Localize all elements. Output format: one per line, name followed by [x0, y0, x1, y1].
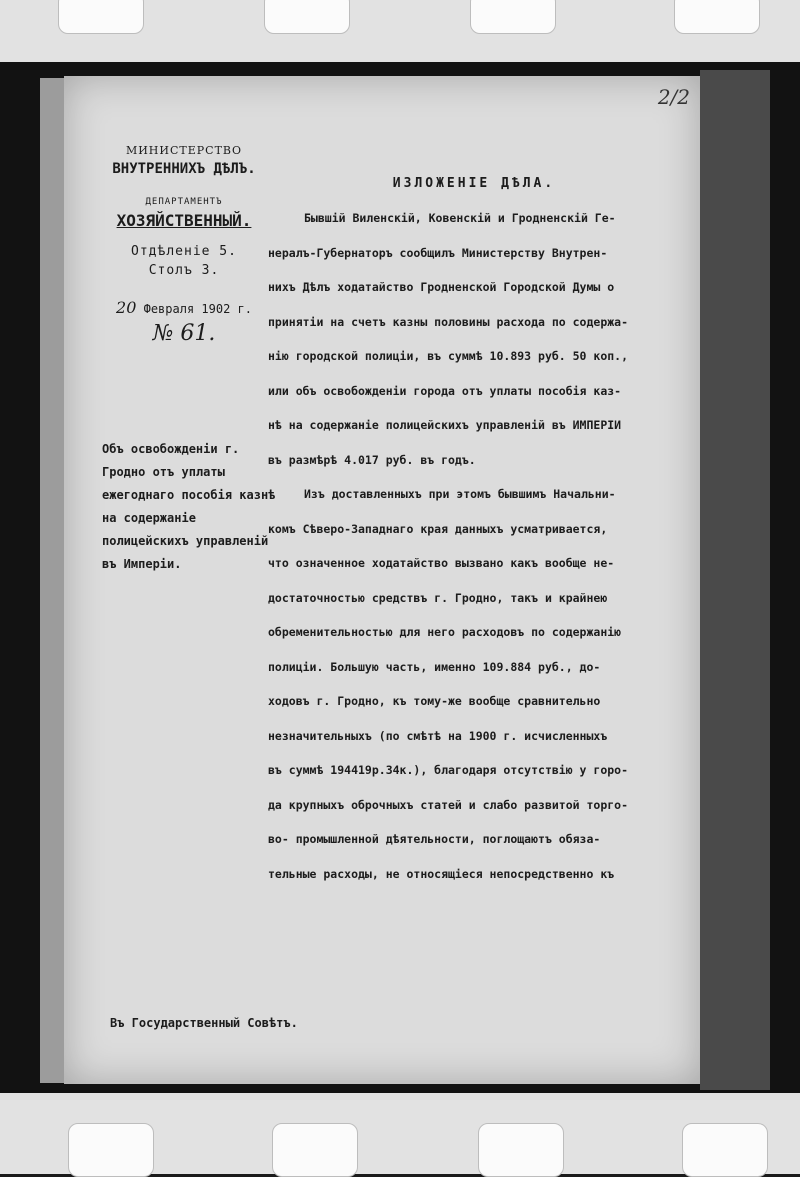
document-page: [64, 76, 700, 1084]
body-line: ходовъ г. Гродно, къ тому-же вообще сравнительно: [268, 694, 601, 708]
body-line: во- промышленной дѣятельности, поглощаютъ обяза-: [268, 832, 601, 846]
sprocket-hole: [264, 0, 350, 34]
body-line: принятіи на счетъ казны половины расхода по содержа-: [268, 314, 629, 329]
sprocket-hole: [470, 0, 556, 34]
page-edge-right: [700, 70, 770, 1090]
film-strip-bottom: [0, 1093, 800, 1174]
body-line: нералъ-Губернаторъ сообщилъ Министерству Внутрен-: [268, 245, 608, 260]
statement-heading: ИЗЛОЖЕНІЕ ДѢЛА.: [392, 176, 556, 191]
department-label: ДЕПАРТАМЕНТЪ: [145, 197, 223, 207]
folio-number: 2/2: [657, 85, 690, 109]
document-number: № 61.: [152, 321, 216, 346]
body-line: нѣ на содержаніе полицейскихъ управленій въ ИМПЕРІИ: [268, 418, 622, 432]
sprocket-hole: [674, 0, 760, 34]
body-line: да крупныхъ оброчныхъ статей и слабо развитой торго-: [268, 797, 629, 812]
document-date: [84, 298, 284, 317]
date-month-year: Февраля 1902 г.: [143, 302, 252, 316]
body-line: въ суммѣ 194419р.34к.), благодаря отсутствію у горо-: [268, 763, 629, 777]
body-line: тельные расходы, не относящіеся непосредственно къ: [268, 866, 615, 881]
film-strip-top: [0, 0, 800, 62]
sprocket-hole: [478, 1123, 564, 1177]
letterhead: [84, 144, 284, 346]
ministry-label: МИНИСТЕРСТВО: [125, 144, 243, 157]
addressee: Въ Государственный Совѣтъ.: [110, 1016, 298, 1030]
body-line: незначительныхъ (по смѣтѣ на 1900 г. исчисленныхъ: [268, 728, 608, 743]
body-line: полиціи. Большую часть, именно 109.884 руб., до-: [268, 659, 601, 674]
ministry-name: ВНУТРЕННИХЪ ДѢЛЪ.: [112, 161, 256, 177]
body-line: достаточностью средствъ г. Гродно, такъ и крайнею: [268, 590, 608, 605]
sprocket-hole: [58, 0, 144, 34]
body-line: или объ освобожденіи города отъ уплаты пособія каз-: [268, 383, 622, 398]
body-line: нію городской полиціи, въ суммѣ 10.893 руб. 50 коп.,: [268, 349, 629, 363]
date-day: 20: [116, 298, 137, 317]
body-line: Бывшій Виленскій, Ковенскій и Гродненскій Ге-: [304, 211, 616, 225]
body-line: обременительностью для него расходовъ по содержанію: [268, 625, 622, 639]
sprocket-hole: [272, 1123, 358, 1177]
subject-summary: Объ освобожденіи г. Гродно отъ уплаты ежегоднаго пособія казнѣ на содержаніе полицейскихъ управленій въ Имперіи.: [102, 442, 276, 571]
branch-number: Отдѣленіе 5.: [131, 244, 237, 259]
body-line: нихъ Дѣлъ ходатайство Гродненской Городской Думы о: [268, 280, 615, 294]
body-line: комъ Сѣверо-Западнаго края данныхъ усматривается,: [268, 521, 608, 536]
department-name: ХОЗЯЙСТВЕННЫЙ.: [116, 211, 252, 230]
table-number: Столъ 3.: [148, 263, 220, 278]
sprocket-hole: [68, 1123, 154, 1177]
body-line: Изъ доставленныхъ при этомъ бывшимъ Начальни-: [304, 487, 616, 501]
body-line: въ размѣрѣ 4.017 руб. въ годъ.: [268, 452, 476, 467]
sprocket-hole: [682, 1123, 768, 1177]
statement-body: [268, 176, 680, 891]
body-line: что означенное ходатайство вызвано какъ вообще не-: [268, 556, 615, 570]
